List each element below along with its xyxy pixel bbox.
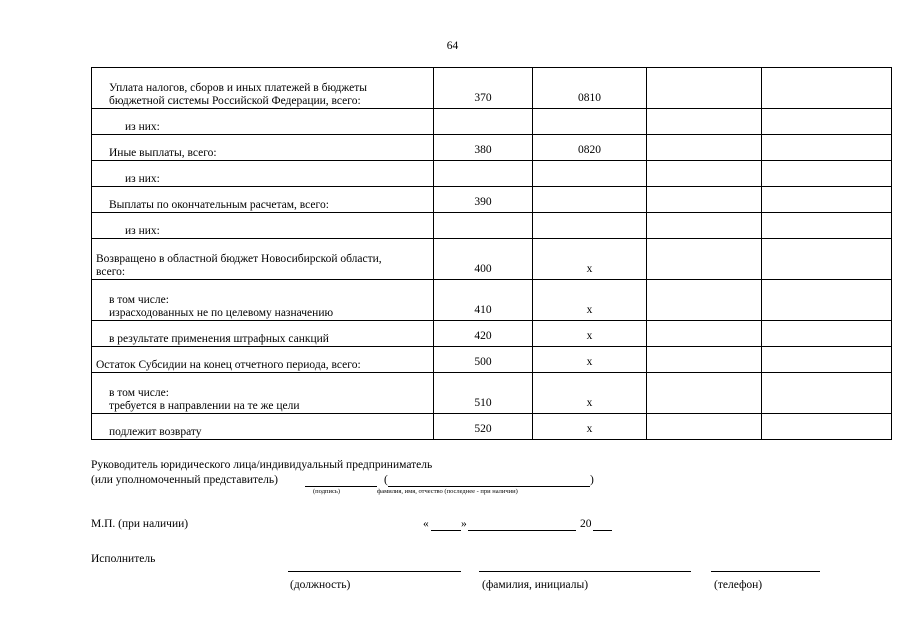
- row-code-2: 0820: [533, 135, 647, 161]
- row-code: [434, 161, 533, 187]
- row-code-2: [533, 187, 647, 213]
- phone-line[interactable]: [711, 571, 820, 572]
- row-label: [92, 161, 434, 187]
- row-code-2: [533, 213, 647, 239]
- row-label-line: из них:: [125, 121, 160, 133]
- row-code-2: 0810: [533, 68, 647, 109]
- row-code-2: [533, 161, 647, 187]
- value-cell[interactable]: [647, 68, 762, 109]
- row-code: 370: [434, 68, 533, 109]
- row-code-2: x: [533, 321, 647, 347]
- row-label-line: в том числе:: [109, 387, 169, 399]
- value-cell[interactable]: [647, 414, 762, 440]
- value-cell[interactable]: [762, 414, 892, 440]
- value-cell[interactable]: [762, 347, 892, 373]
- row-code-2: x: [533, 373, 647, 414]
- value-cell[interactable]: [647, 280, 762, 321]
- table-row: [92, 68, 892, 109]
- row-label: [92, 373, 434, 414]
- name-close-paren: ): [590, 474, 594, 486]
- row-code: 500: [434, 347, 533, 373]
- row-code: [434, 109, 533, 135]
- row-label: [92, 109, 434, 135]
- value-cell[interactable]: [762, 213, 892, 239]
- date-open-quote: «: [423, 518, 429, 530]
- table-row: [92, 187, 892, 213]
- value-cell[interactable]: [762, 321, 892, 347]
- date-year-line[interactable]: [593, 530, 612, 531]
- value-cell[interactable]: [762, 68, 892, 109]
- row-label-line: Возвращено в областной бюджет Новосибирской области,: [96, 253, 382, 265]
- value-cell[interactable]: [762, 239, 892, 280]
- table-row: [92, 414, 892, 440]
- value-cell[interactable]: [647, 239, 762, 280]
- full-name-line[interactable]: [388, 486, 590, 487]
- value-cell[interactable]: [647, 321, 762, 347]
- row-code: 510: [434, 373, 533, 414]
- caption-position: (должность): [290, 579, 351, 591]
- stamp-label: М.П. (при наличии): [91, 518, 189, 530]
- date-close-quote: »: [461, 518, 467, 530]
- caption-initials: (фамилия, инициалы): [482, 579, 589, 591]
- date-month-line[interactable]: [468, 530, 576, 531]
- caption-phone: (телефон): [714, 579, 763, 591]
- row-label-line: в результате применения штрафных санкций: [109, 333, 329, 345]
- table-row: [92, 109, 892, 135]
- value-cell[interactable]: [762, 187, 892, 213]
- row-label-line: из них:: [125, 225, 160, 237]
- row-label-line: Иные выплаты, всего:: [109, 147, 217, 159]
- caption-full-name: фамилия, имя, отчество (последнее - при наличии): [377, 488, 518, 495]
- table-row: [92, 373, 892, 414]
- value-cell[interactable]: [762, 161, 892, 187]
- row-label: [92, 135, 434, 161]
- row-label-line: подлежит возврату: [109, 426, 202, 438]
- row-code: 420: [434, 321, 533, 347]
- date-day-line[interactable]: [431, 530, 461, 531]
- value-cell[interactable]: [647, 109, 762, 135]
- row-label: [92, 280, 434, 321]
- executor-label: Исполнитель: [91, 553, 156, 565]
- row-code: 410: [434, 280, 533, 321]
- value-cell[interactable]: [762, 135, 892, 161]
- value-cell[interactable]: [647, 187, 762, 213]
- row-code: 380: [434, 135, 533, 161]
- row-label-line: из них:: [125, 173, 160, 185]
- row-code-2: x: [533, 239, 647, 280]
- value-cell[interactable]: [762, 373, 892, 414]
- row-code-2: x: [533, 414, 647, 440]
- table-row: [92, 239, 892, 280]
- row-label: [92, 414, 434, 440]
- head-signature-label: Руководитель юридического лица/индивидуальный предприниматель: [91, 459, 433, 471]
- row-code-2: x: [533, 280, 647, 321]
- table-row: [92, 280, 892, 321]
- value-cell[interactable]: [762, 109, 892, 135]
- row-label: [92, 213, 434, 239]
- report-table: [91, 67, 892, 440]
- row-label: [92, 187, 434, 213]
- row-label-line: Уплата налогов, сборов и иных платежей в бюджеты: [109, 82, 367, 94]
- value-cell[interactable]: [647, 347, 762, 373]
- value-cell[interactable]: [647, 373, 762, 414]
- row-label-line: требуется в направлении на те же цели: [109, 400, 300, 412]
- row-code-2: [533, 109, 647, 135]
- row-code: 400: [434, 239, 533, 280]
- row-code-2: x: [533, 347, 647, 373]
- table-row: [92, 347, 892, 373]
- value-cell[interactable]: [762, 280, 892, 321]
- table-row: [92, 161, 892, 187]
- value-cell[interactable]: [647, 213, 762, 239]
- page-number: 64: [446, 40, 459, 52]
- row-label: [92, 321, 434, 347]
- row-code: 520: [434, 414, 533, 440]
- date-year-prefix: 20: [580, 518, 592, 530]
- row-label-line: бюджетной системы Российской Федерации, всего:: [109, 95, 361, 107]
- caption-signature: (подпись): [313, 488, 340, 495]
- row-label: [92, 68, 434, 109]
- value-cell[interactable]: [647, 161, 762, 187]
- row-label-line: всего:: [96, 266, 126, 278]
- representative-label: (или уполномоченный представитель): [91, 474, 278, 486]
- row-code: [434, 213, 533, 239]
- signature-line[interactable]: [305, 486, 377, 487]
- row-label: [92, 347, 434, 373]
- table-row: [92, 213, 892, 239]
- row-label-line: Остаток Субсидии на конец отчетного периода, всего:: [96, 359, 361, 371]
- row-label-line: израсходованных не по целевому назначению: [109, 307, 334, 319]
- table-row: [92, 135, 892, 161]
- row-code: 390: [434, 187, 533, 213]
- table-row: [92, 321, 892, 347]
- row-label-line: в том числе:: [109, 294, 169, 306]
- row-label: [92, 239, 434, 280]
- row-label-line: Выплаты по окончательным расчетам, всего:: [109, 199, 329, 211]
- initials-line[interactable]: [479, 571, 691, 572]
- value-cell[interactable]: [647, 135, 762, 161]
- name-open-paren: (: [384, 474, 388, 486]
- position-line[interactable]: [288, 571, 461, 572]
